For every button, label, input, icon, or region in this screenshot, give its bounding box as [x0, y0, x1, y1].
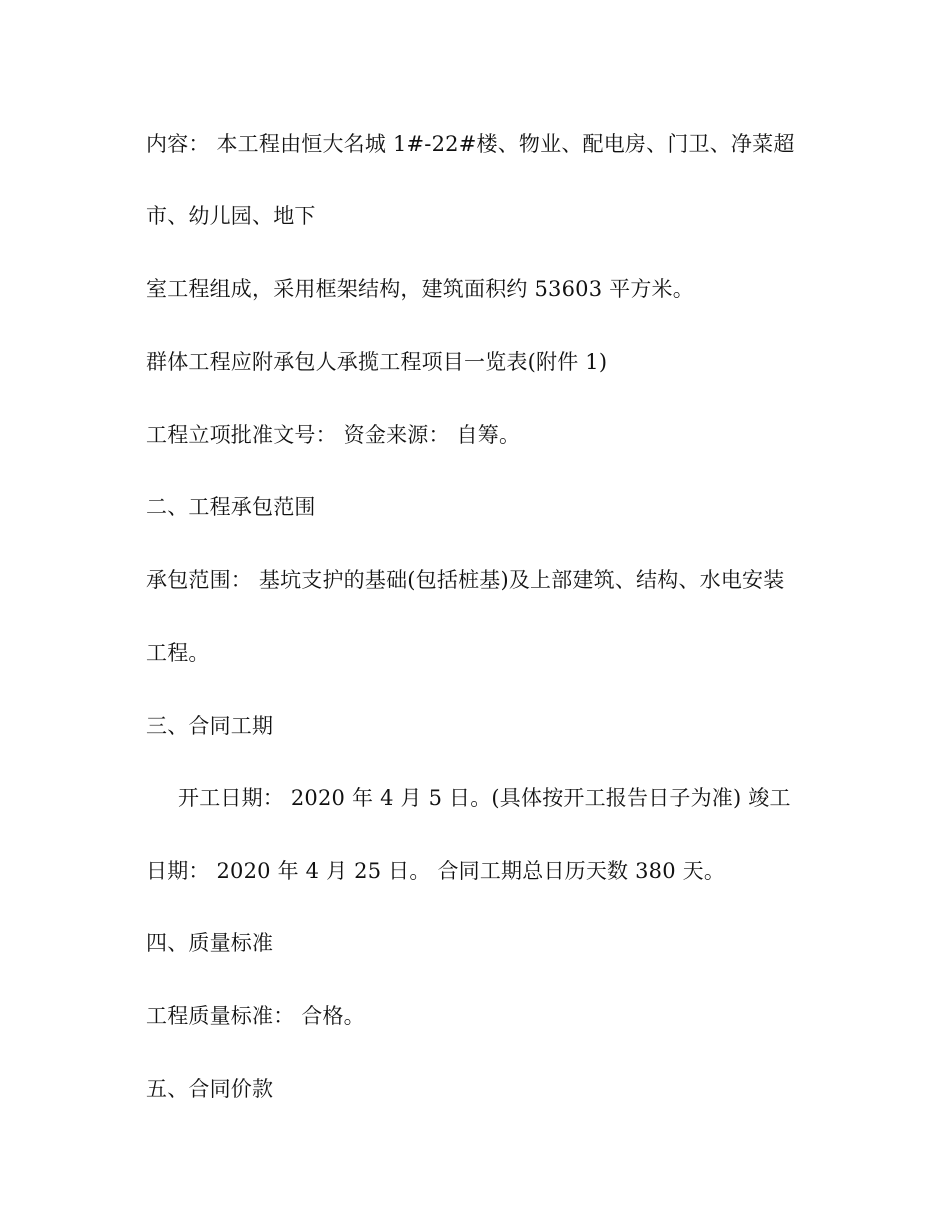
text-line-scope: 承包范围： 基坑支护的基础(包括桩基)及上部建筑、结构、水电安装 — [146, 568, 785, 592]
section-heading-scope: 二、工程承包范围 — [146, 495, 316, 519]
section-heading-contract-period: 三、合同工期 — [146, 714, 274, 738]
text-line-scope-continued: 工程。 — [146, 641, 210, 665]
section-heading-quality-standard: 四、质量标准 — [146, 931, 274, 955]
text-line-completion-date: 日期： 2020 年 4 月 25 日。 合同工期总日历天数 380 天。 — [146, 859, 726, 883]
section-heading-contract-price: 五、合同价款 — [146, 1077, 274, 1101]
text-line-project-list-note: 群体工程应附承包人承揽工程项目一览表(附件 1) — [146, 350, 608, 374]
text-line-project-content: 内容： 本工程由恒大名城 1#-22#楼、物业、配电房、门卫、净菜超 — [146, 132, 795, 156]
text-line-start-date: 开工日期： 2020 年 4 月 5 日。(具体按开工报告日子为准) 竣工 — [178, 786, 791, 810]
text-line-quality-standard: 工程质量标准： 合格。 — [146, 1004, 365, 1028]
text-line-project-content-continued: 市、幼儿园、地下 — [146, 204, 316, 228]
text-line-approval-funding: 工程立项批准文号： 资金来源： 自筹。 — [146, 423, 521, 447]
text-line-project-structure: 室工程组成，采用框架结构，建筑面积约 53603 平方米。 — [146, 277, 694, 301]
